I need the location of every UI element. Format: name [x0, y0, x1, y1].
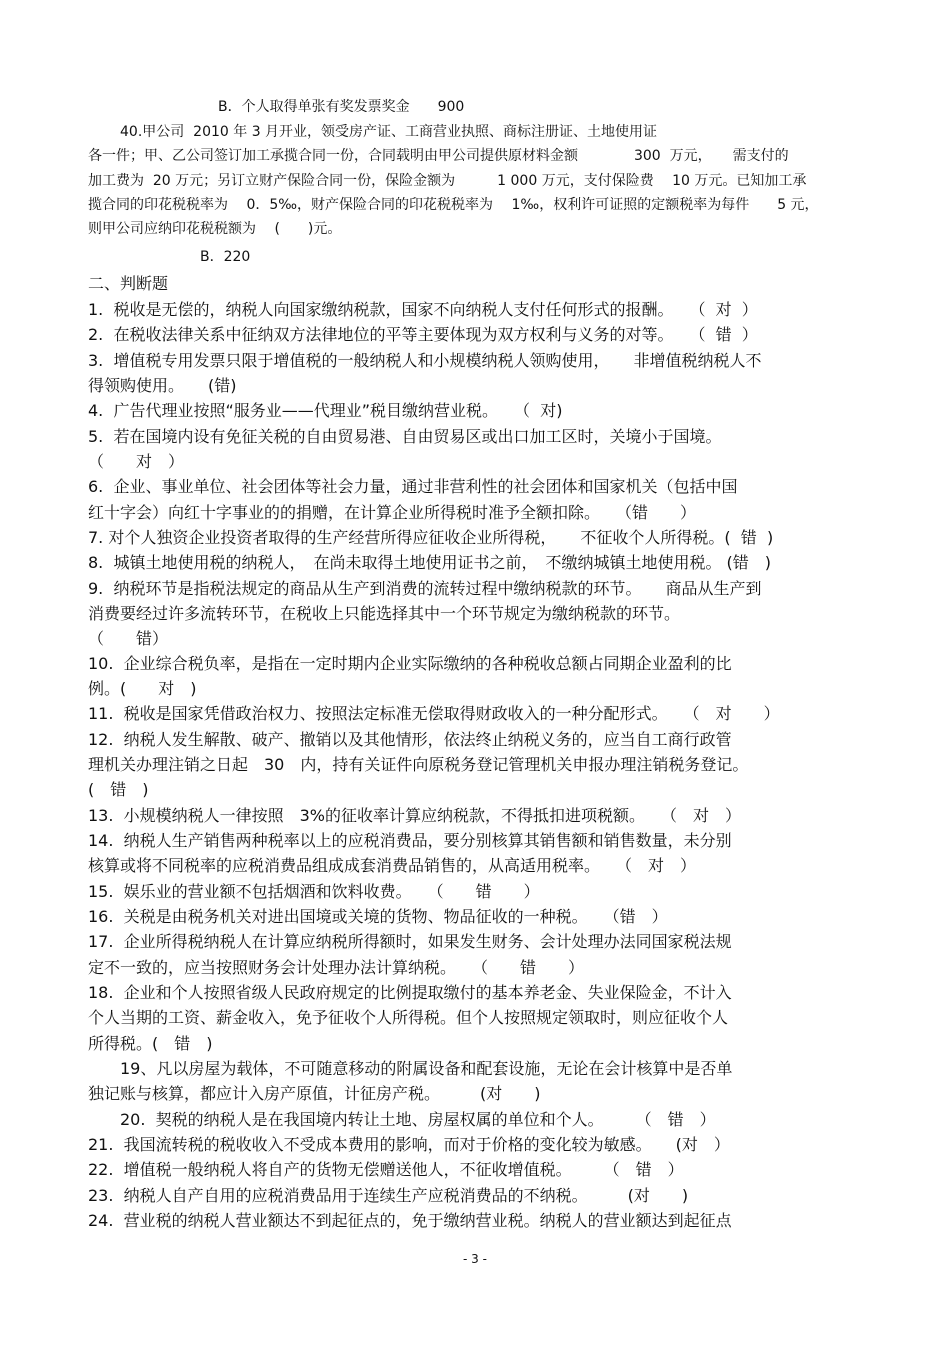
item-19-line-2: 独记账与核算，都应计入房产原值，计征房产税。 (对 ) [88, 1084, 541, 1103]
item-5-line-2: （ 对 ） [88, 452, 185, 471]
item-5-line-1: 5. 若在国境内设有免征关税的自由贸易港、自由贸易区或出口加工区时，关境小于国境。 [88, 427, 722, 446]
section-heading: 二、判断题 [88, 274, 169, 293]
item-18-line-2: 个人当期的工资、薪金收入，免予征收个人所得税。但个人按照规定领取时，则应征收个人 [88, 1008, 729, 1027]
item-3-line-2: 得领购使用。 (错) [88, 376, 237, 395]
item-19-line-1: 19、凡以房屋为载体，不可随意移动的附属设备和配套设施，无论在会计核算中是否单 [120, 1059, 733, 1078]
question-40-line-3: 加工费为 20 万元；另订立财产保险合同一份，保险金额为 1 000 万元，支付保险费 10 万元。已知加工承 [88, 173, 807, 189]
item-13: 13. 小规模纳税人一律按照 3%的征收率计算应纳税款，不得抵扣进项税额。 （ 对 ） [88, 806, 742, 825]
question-40-line-4: 揽合同的印花税税率为 0．5‰，财产保险合同的印花税税率为 1‰，权利许可证照的定额税率为每件 5 元， [88, 197, 819, 213]
item-9-line-2: 消费要经过许多流转环节，在税收上只能选择其中一个环节规定为缴纳税款的环节。 [88, 604, 681, 623]
question-40-line-5: 则甲公司应纳印花税税额为 ( )元。 [88, 221, 342, 237]
item-12-line-2: 理机关办理注销之日起 30 内，持有关证件向原税务登记管理机关申报办理注销税务登记。 [88, 755, 749, 774]
page-number: - 3 - [463, 1252, 487, 1266]
item-22: 22. 增值税一般纳税人将自产的货物无偿赠送他人，不征收增值税。 （ 错 ） [88, 1160, 684, 1179]
question-40-line-1: 40.甲公司 2010 年 3 月开业，领受房产证、工商营业执照、商标注册证、土地使用证 [120, 124, 658, 140]
item-12-line-3: ( 错 ) [88, 780, 149, 799]
item-10-line-2: 例。( 对 ) [88, 679, 197, 698]
question-40-line-2: 各一件；甲、乙公司签订加工承揽合同一份，合同载明由甲公司提供原材料金额 300 万元， 需支付的 [88, 148, 789, 164]
item-7: 7. 对个人独资企业投资者取得的生产经营所得应征收企业所得税， 不征收个人所得税。( 错 ) [88, 528, 774, 547]
item-20: 20. 契税的纳税人是在我国境内转让土地、房屋权属的单位和个人。 （ 错 ） [120, 1110, 716, 1129]
item-23: 23. 纳税人自产自用的应税消费品用于连续生产应税消费品的不纳税。 (对 ) [88, 1186, 689, 1205]
item-12-line-1: 12. 纳税人发生解散、破产、撤销以及其他情形，依法终止纳税义务的，应当自工商行政管 [88, 730, 732, 749]
item-8: 8. 城镇土地使用税的纳税人， 在尚未取得土地使用证书之前， 不缴纳城镇土地使用税。 (错 ) [88, 553, 772, 572]
answer-option-b-220: B．220 [200, 249, 251, 265]
item-9-line-1: 9. 纳税环节是指税法规定的商品从生产到消费的流转过程中缴纳税款的环节。 商品从生产到 [88, 579, 762, 598]
item-24-line-1: 24. 营业税的纳税人营业额达不到起征点的，免于缴纳营业税。纳税人的营业额达到起征点 [88, 1211, 732, 1230]
item-10-line-1: 10. 企业综合税负率，是指在一定时期内企业实际缴纳的各种税收总额占同期企业盈利的比 [88, 654, 732, 673]
item-17-line-2: 定不一致的，应当按照财务会计处理办法计算纳税。 （ 错 ） [88, 958, 585, 977]
item-4: 4. 广告代理业按照“服务业——代理业”税目缴纳营业税。 （ 对) [88, 401, 563, 420]
item-11: 11. 税收是国家凭借政治权力、按照法定标准无偿取得财政收入的一种分配形式。 （ 对 ） [88, 704, 780, 723]
item-6-line-1: 6. 企业、事业单位、社会团体等社会力量，通过非营利性的社会团体和国家机关（包括中国 [88, 477, 738, 496]
item-14-line-2: 核算或将不同税率的应税消费品组成成套消费品销售的，从高适用税率。 （ 对 ） [88, 856, 697, 875]
item-2: 2. 在税收法律关系中征纳双方法律地位的平等主要体现为双方权利与义务的对等。 （ 错 ） [88, 325, 758, 344]
option-b-900: B．个人取得单张有奖发票奖金 900 [218, 99, 465, 115]
item-16: 16. 关税是由税务机关对进出国境或关境的货物、物品征收的一种税。 （错 ） [88, 907, 668, 926]
item-15: 15. 娱乐业的营业额不包括烟酒和饮料收费。 （ 错 ） [88, 882, 540, 901]
item-21: 21. 我国流转税的税收收入不受成本费用的影响，而对于价格的变化较为敏感。 (对 ） [88, 1135, 730, 1154]
item-1: 1. 税收是无偿的，纳税人向国家缴纳税款，国家不向纳税人支付任何形式的报酬。 （ 对 ） [88, 300, 758, 319]
item-18-line-3: 所得税。( 错 ) [88, 1034, 213, 1053]
item-18-line-1: 18. 企业和个人按照省级人民政府规定的比例提取缴付的基本养老金、失业保险金，不计入 [88, 983, 732, 1002]
item-6-line-2: 红十字会）向红十字事业的的捐赠，在计算企业所得税时准予全额扣除。 （错 ） [88, 503, 697, 522]
item-14-line-1: 14. 纳税人生产销售两种税率以上的应税消费品，要分别核算其销售额和销售数量，未分别 [88, 831, 732, 850]
item-3-line-1: 3. 增值税专用发票只限于增值税的一般纳税人和小规模纳税人领购使用， 非增值税纳税人不 [88, 351, 762, 370]
item-9-line-3: （ 错） [88, 629, 169, 648]
item-17-line-1: 17. 企业所得税纳税人在计算应纳税所得额时，如果发生财务、会计处理办法同国家税法规 [88, 932, 732, 951]
